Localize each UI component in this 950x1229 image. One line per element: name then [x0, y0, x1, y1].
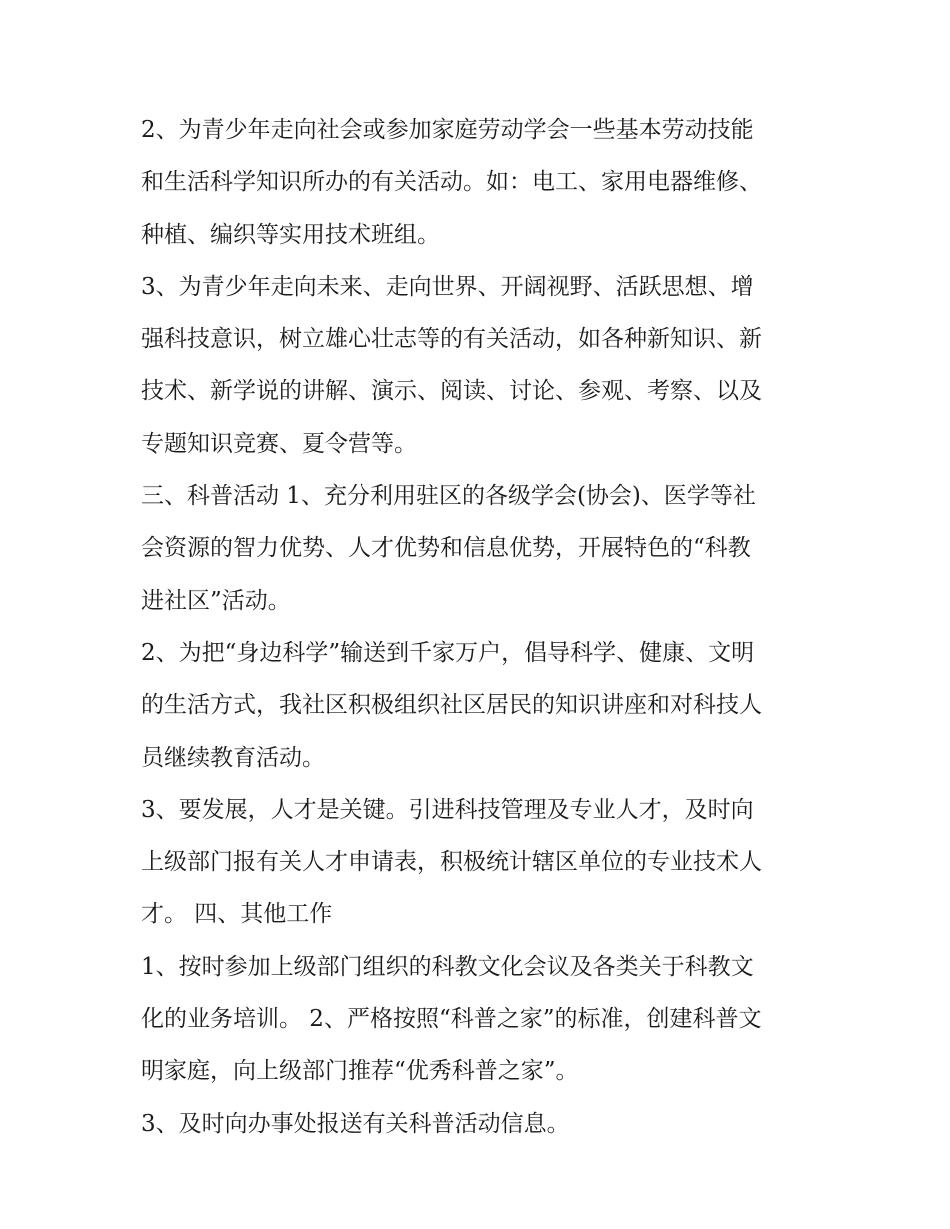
text-line: 2、为把“身边科学”输送到千家万户，倡导科学、健康、文明: [141, 639, 755, 666]
paragraph-1: [141, 110, 821, 267]
text-line: 3、及时向办事处报送有关科普活动信息。: [141, 1110, 570, 1137]
text-line: 明家庭，向上级部门推荐“优秀科普之家”。: [141, 1058, 579, 1085]
text-line: 三、科普活动 1、充分利用驻区的各级学会(协会)、医学等社: [141, 483, 756, 510]
text-line: 和生活科学知识所办的有关活动。如：电工、家用电器维修、: [141, 169, 762, 196]
text-line: 1、按时参加上级部门组织的科教文化会议及各类关于科教文: [141, 953, 754, 980]
text-line: 进社区”活动。: [141, 587, 291, 614]
text-line: 才。 四、其他工作: [141, 901, 333, 928]
paragraph-2: [141, 267, 821, 476]
paragraph-7: [141, 1104, 821, 1156]
text-line: 专题知识竞赛、夏令营等。: [141, 430, 417, 457]
text-line: 员继续教育活动。: [141, 744, 325, 771]
text-line: 化的业务培训。 2、严格按照“科普之家”的标准，创建科普文: [141, 1006, 762, 1033]
text-line: 技术、新学说的讲解、演示、阅读、讨论、参观、考察、以及: [141, 378, 762, 405]
paragraph-5: [141, 790, 821, 947]
text-line: 3、为青少年走向未来、走向世界、开阔视野、活跃思想、增: [141, 273, 754, 300]
text-line: 的生活方式，我社区积极组织社区居民的知识讲座和对科技人: [141, 692, 762, 719]
paragraph-6: [141, 947, 821, 1104]
text-line: 种植、编织等实用技术班组。: [141, 221, 440, 248]
text-line: 3、要发展，人才是关键。引进科技管理及专业人才，及时向: [141, 796, 754, 823]
paragraph-3: [141, 476, 821, 633]
text-line: 上级部门报有关人才申请表，积极统计辖区单位的专业技术人: [141, 849, 762, 876]
text-line: 会资源的智力优势、人才优势和信息优势，开展特色的“科教: [141, 535, 751, 562]
text-line: 强科技意识，树立雄心壮志等的有关活动，如各种新知识、新: [141, 326, 762, 353]
paragraph-4: [141, 633, 821, 790]
text-line: 2、为青少年走向社会或参加家庭劳动学会一些基本劳动技能: [141, 117, 754, 143]
document-body: [141, 110, 821, 1156]
